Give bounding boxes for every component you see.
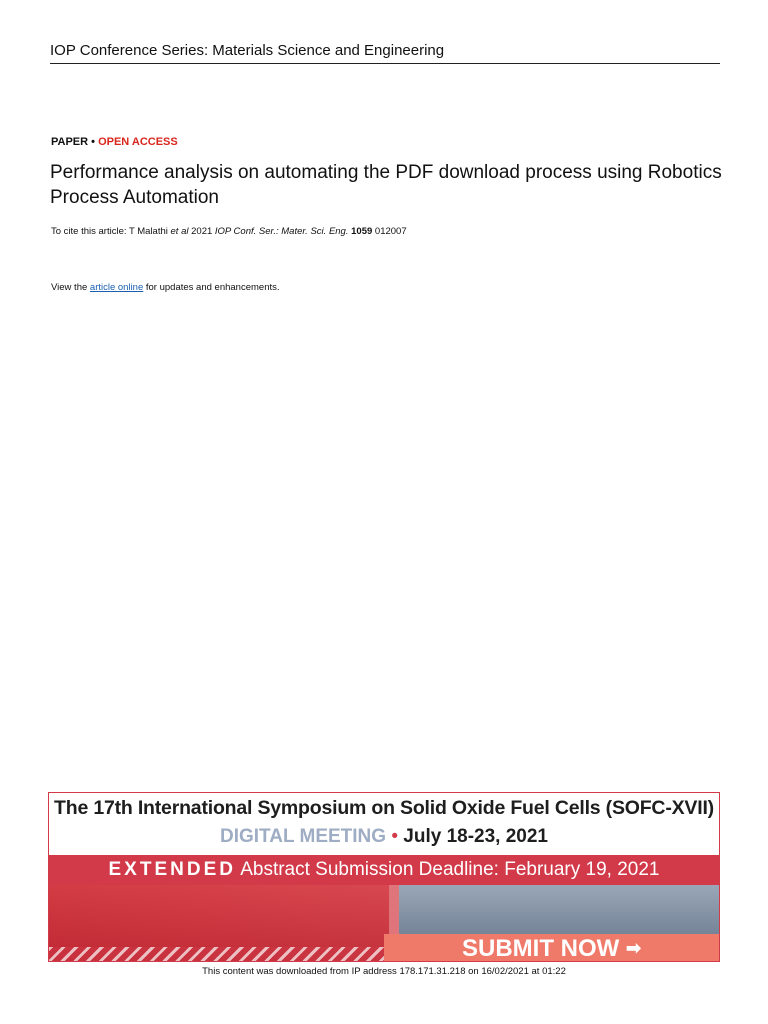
- view-online-line: [51, 282, 280, 293]
- arrow-right-icon: ➡: [625, 938, 642, 958]
- separator: •: [88, 136, 99, 148]
- view-online-prefix: View the: [51, 282, 90, 293]
- open-access-badge: OPEN ACCESS: [98, 136, 178, 148]
- citation-year: 2021: [188, 226, 215, 237]
- citation-volume: 1059: [351, 226, 373, 237]
- paper-type: PAPER: [51, 136, 89, 148]
- digital-meeting-label: DIGITAL MEETING: [219, 826, 387, 847]
- citation-prefix: To cite this article: T Malathi: [51, 226, 171, 237]
- article-online-link[interactable]: article online: [89, 282, 144, 293]
- deadline-text: Abstract Submission Deadline: February 19, 2021: [235, 859, 660, 880]
- download-note: This content was downloaded from IP address 178.171.31.218 on 16/02/2021 at 01:22: [202, 966, 566, 977]
- journal-header: [50, 42, 720, 64]
- meeting-dates: July 18-23, 2021: [403, 826, 548, 847]
- extended-label: EXTENDED: [108, 859, 236, 880]
- citation-article-number: 012007: [372, 226, 407, 237]
- submit-now-button[interactable]: [384, 934, 720, 962]
- citation: [51, 226, 407, 237]
- banner-meeting-line: [49, 826, 719, 848]
- citation-journal: IOP Conf. Ser.: Mater. Sci. Eng.: [214, 226, 349, 237]
- bullet-dot: •: [386, 826, 404, 847]
- citation-et-al: et al: [170, 226, 189, 237]
- submit-now-label: SUBMIT NOW: [462, 935, 620, 962]
- article-title: Performance analysis on automating the PDF download process using Robotics Process Automation: [50, 162, 722, 208]
- banner-title: The 17th International Symposium on Solid Oxide Fuel Cells (SOFC-XVII): [54, 797, 714, 819]
- deadline-band: [49, 855, 719, 885]
- view-online-suffix: for updates and enhancements.: [143, 282, 280, 293]
- journal-name: IOP Conference Series: Materials Science and Engineering: [50, 42, 445, 59]
- paper-type-label: [51, 136, 178, 148]
- conference-ad-banner[interactable]: [48, 792, 720, 962]
